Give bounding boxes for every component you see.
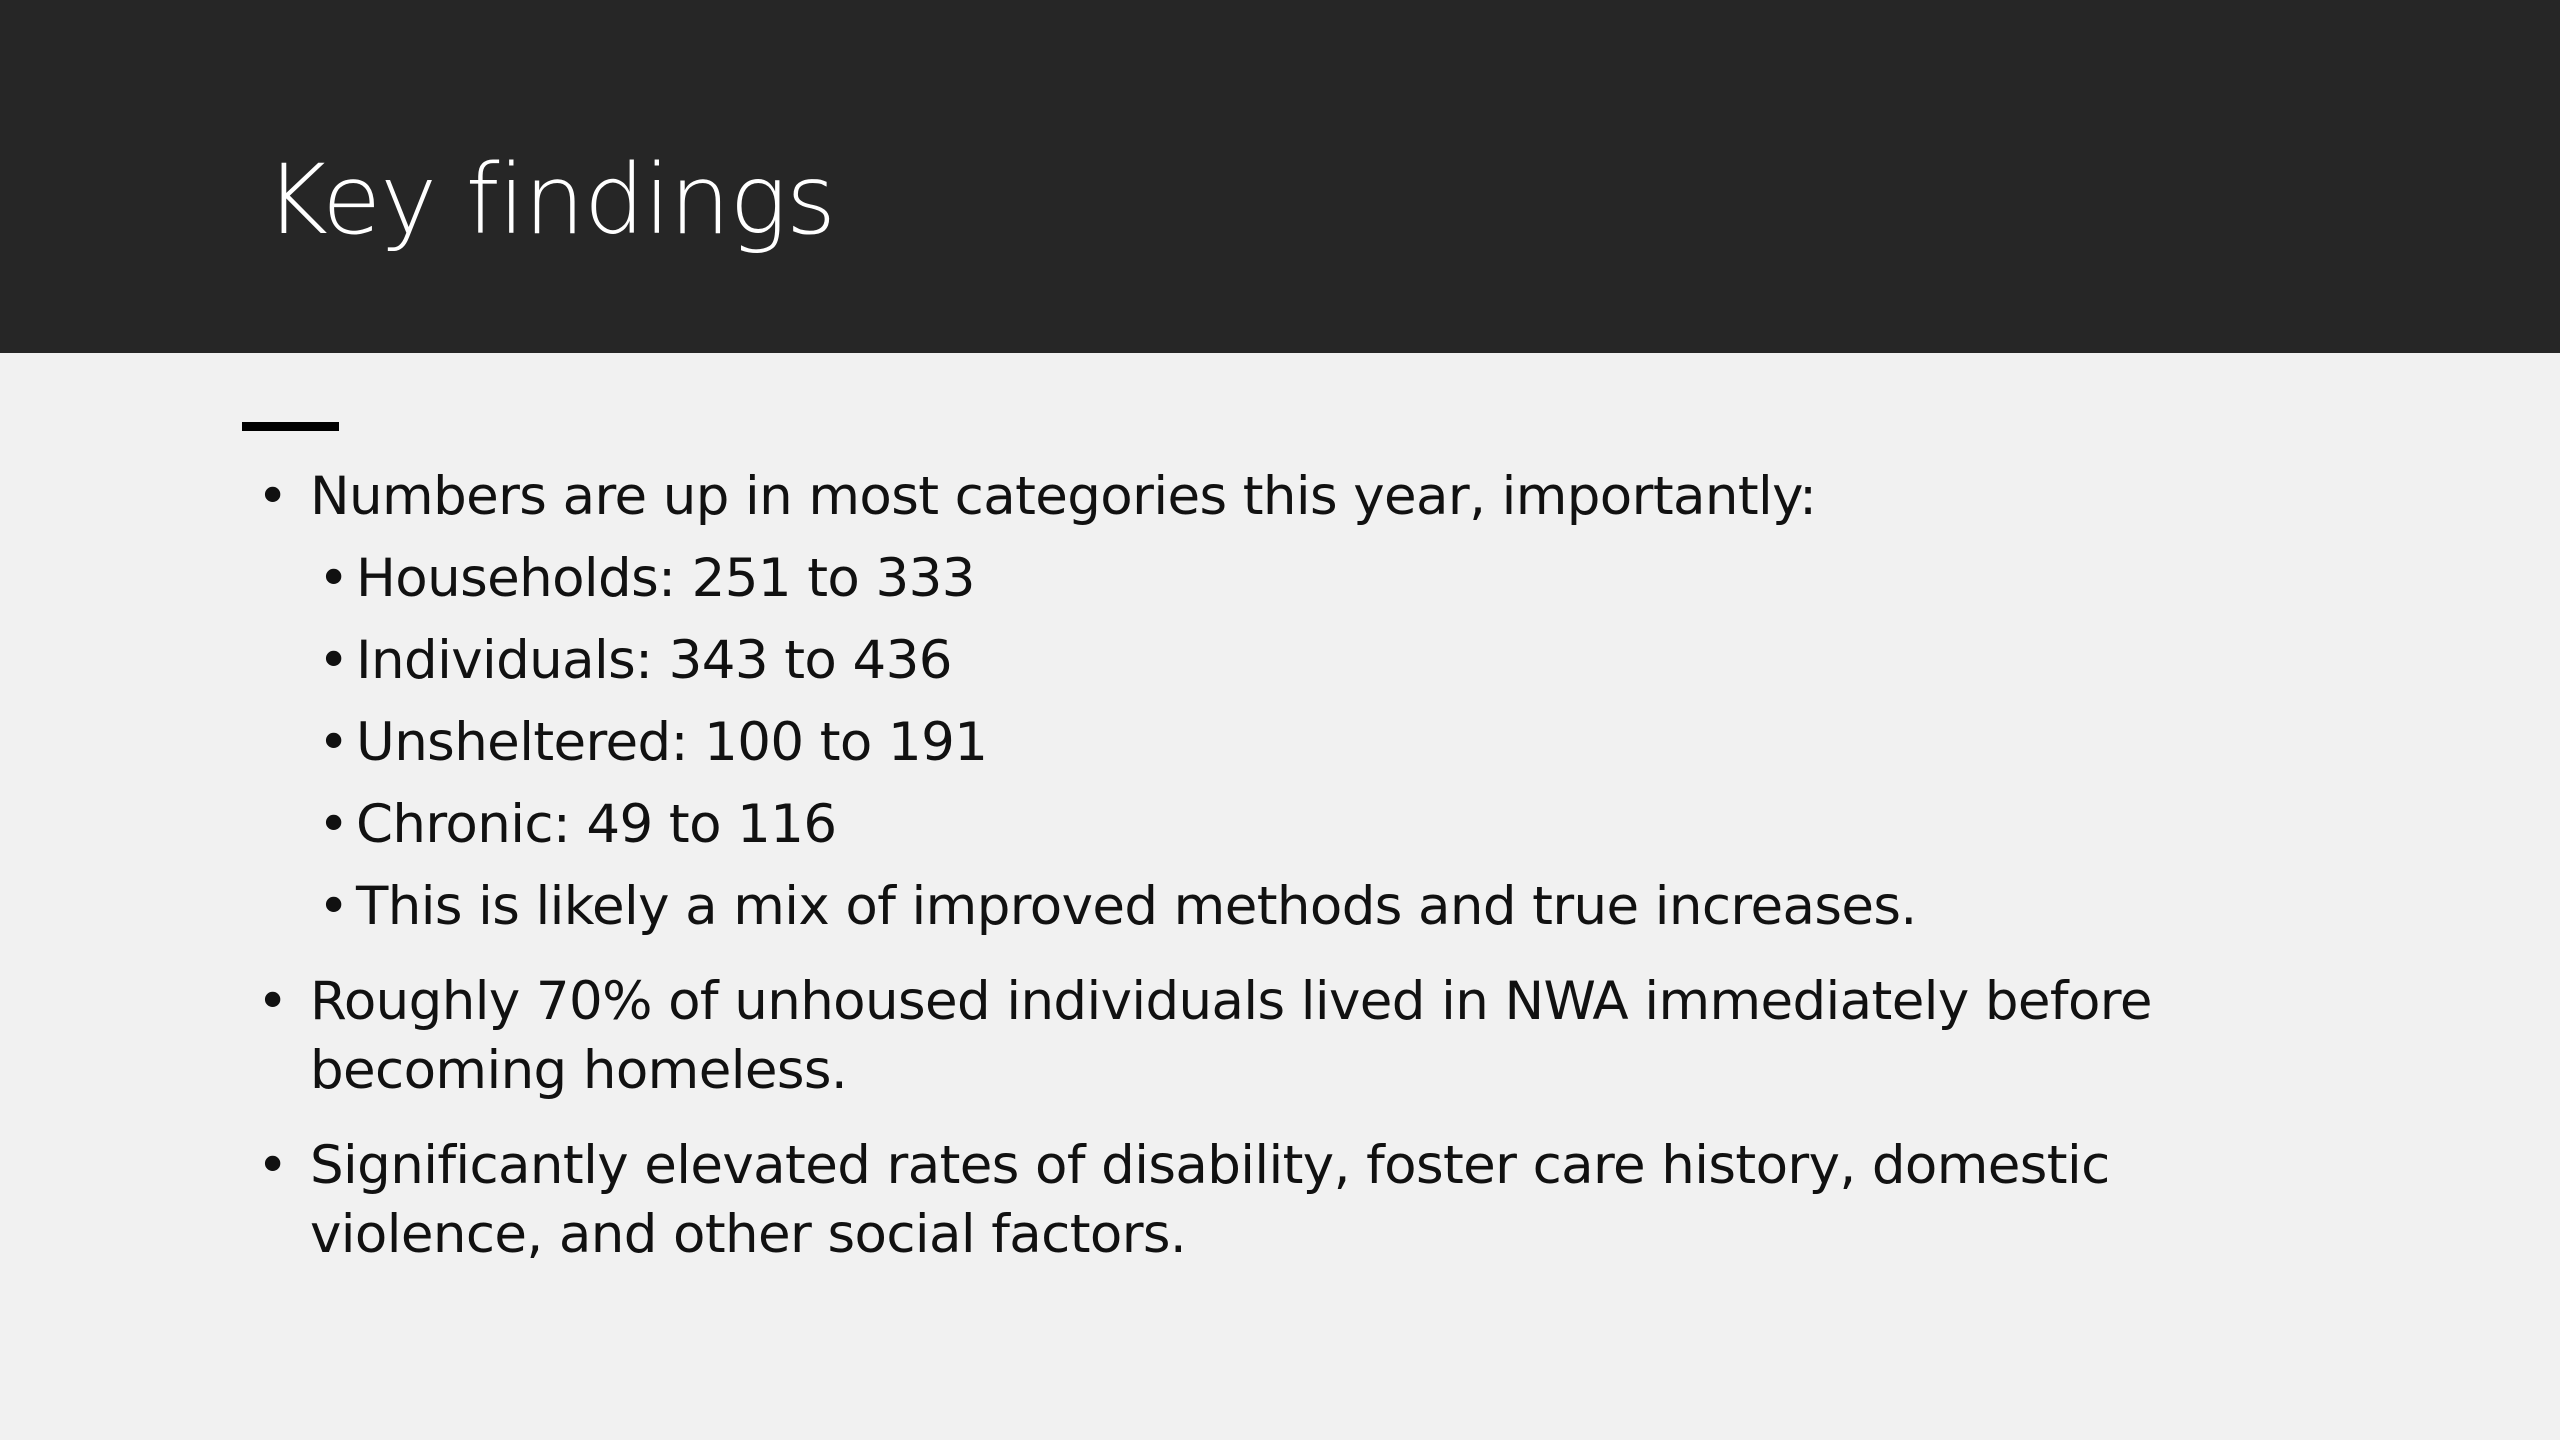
sub-bullet-item: • Chronic: 49 to 116	[310, 790, 2310, 859]
title-bar	[0, 0, 2560, 353]
slide-title: Key findings	[265, 144, 835, 256]
sub-bullet-list	[310, 544, 2310, 941]
bullet-text: Roughly 70% of unhoused individuals lived in NWA immediately before becoming homeless.	[310, 971, 2152, 1101]
sub-bullet-item: • Individuals: 343 to 436	[310, 626, 2310, 695]
bullet-text: Significantly elevated rates of disability, foster care history, domestic violence, and other social factors.	[310, 1135, 2110, 1265]
bullet-list	[250, 462, 2310, 1269]
bullet-text: Numbers are up in most categories this year, importantly:	[310, 466, 1817, 527]
sub-bullet-item: • This is likely a mix of improved methods and true increases.	[310, 872, 2310, 941]
accent-rule	[242, 422, 339, 431]
sub-bullet-item: • Unsheltered: 100 to 191	[310, 708, 2310, 777]
slide-content	[250, 462, 2310, 1295]
bullet-item	[250, 1131, 2310, 1269]
sub-bullet-item: • Households: 251 to 333	[310, 544, 2310, 613]
bullet-item	[250, 462, 2310, 941]
bullet-item	[250, 967, 2310, 1105]
